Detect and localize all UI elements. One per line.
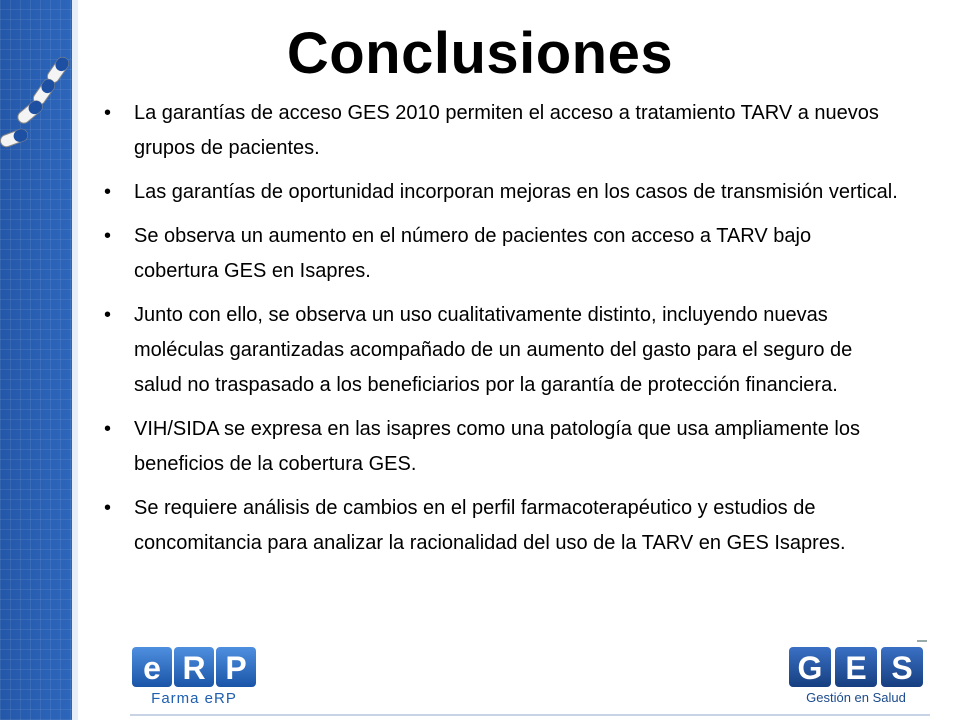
- svg-text:Gestión en Salud: Gestión en Salud: [806, 690, 906, 705]
- bullet-glyph: •: [104, 102, 112, 124]
- svg-text:e: e: [143, 650, 161, 686]
- bullet-text: Las garantías de oportunidad incorporan mejoras en los casos de transmisión vertical.: [134, 181, 898, 203]
- ges-logo: [787, 645, 927, 707]
- svg-text:S: S: [891, 650, 913, 686]
- bullet-item: [100, 412, 900, 482]
- bullet-text: Se observa un aumento en el número de pacientes con acceso a TARV bajo cobertura GES en Isapres.: [134, 225, 812, 282]
- bullet-glyph: •: [104, 418, 112, 440]
- svg-text:G: G: [797, 650, 823, 686]
- svg-text:Farma eRP: Farma eRP: [151, 690, 237, 707]
- bullet-item: [100, 491, 900, 561]
- bullet-item: [100, 96, 900, 166]
- svg-text:E: E: [845, 650, 867, 686]
- bullet-item: [100, 175, 900, 210]
- corner-mark: [917, 640, 927, 642]
- svg-text:P: P: [225, 650, 247, 686]
- bullet-list: [100, 96, 900, 570]
- bullet-text: Se requiere análisis de cambios en el perfil farmacoterapéutico y estudios de concomitancia para analizar la racionalidad del uso de la TARV en GES Isapres.: [134, 497, 846, 554]
- svg-text:R: R: [182, 650, 206, 686]
- farma-erp-logo: [132, 645, 262, 707]
- bullet-text: La garantías de acceso GES 2010 permiten el acceso a tratamiento TARV a nuevos grupos de pacientes.: [134, 102, 879, 159]
- bullet-glyph: •: [104, 304, 112, 326]
- footer-divider: [130, 714, 930, 716]
- bullet-text: Junto con ello, se observa un uso cualitativamente distinto, incluyendo nuevas moléculas garantizadas acompañado de un aumento del gasto para el seguro de salud no traspasado a los beneficiarios por la garantía de protección financiera.: [134, 304, 853, 396]
- slide-title: Conclusiones: [286, 21, 674, 86]
- bullet-item: [100, 298, 900, 403]
- bullet-glyph: •: [104, 497, 112, 519]
- bullet-text: VIH/SIDA se expresa en las isapres como una patología que usa ampliamente los beneficios de la cobertura GES.: [134, 418, 860, 475]
- bullet-glyph: •: [104, 181, 112, 203]
- bullet-glyph: •: [104, 225, 112, 247]
- bullet-item: [100, 219, 900, 289]
